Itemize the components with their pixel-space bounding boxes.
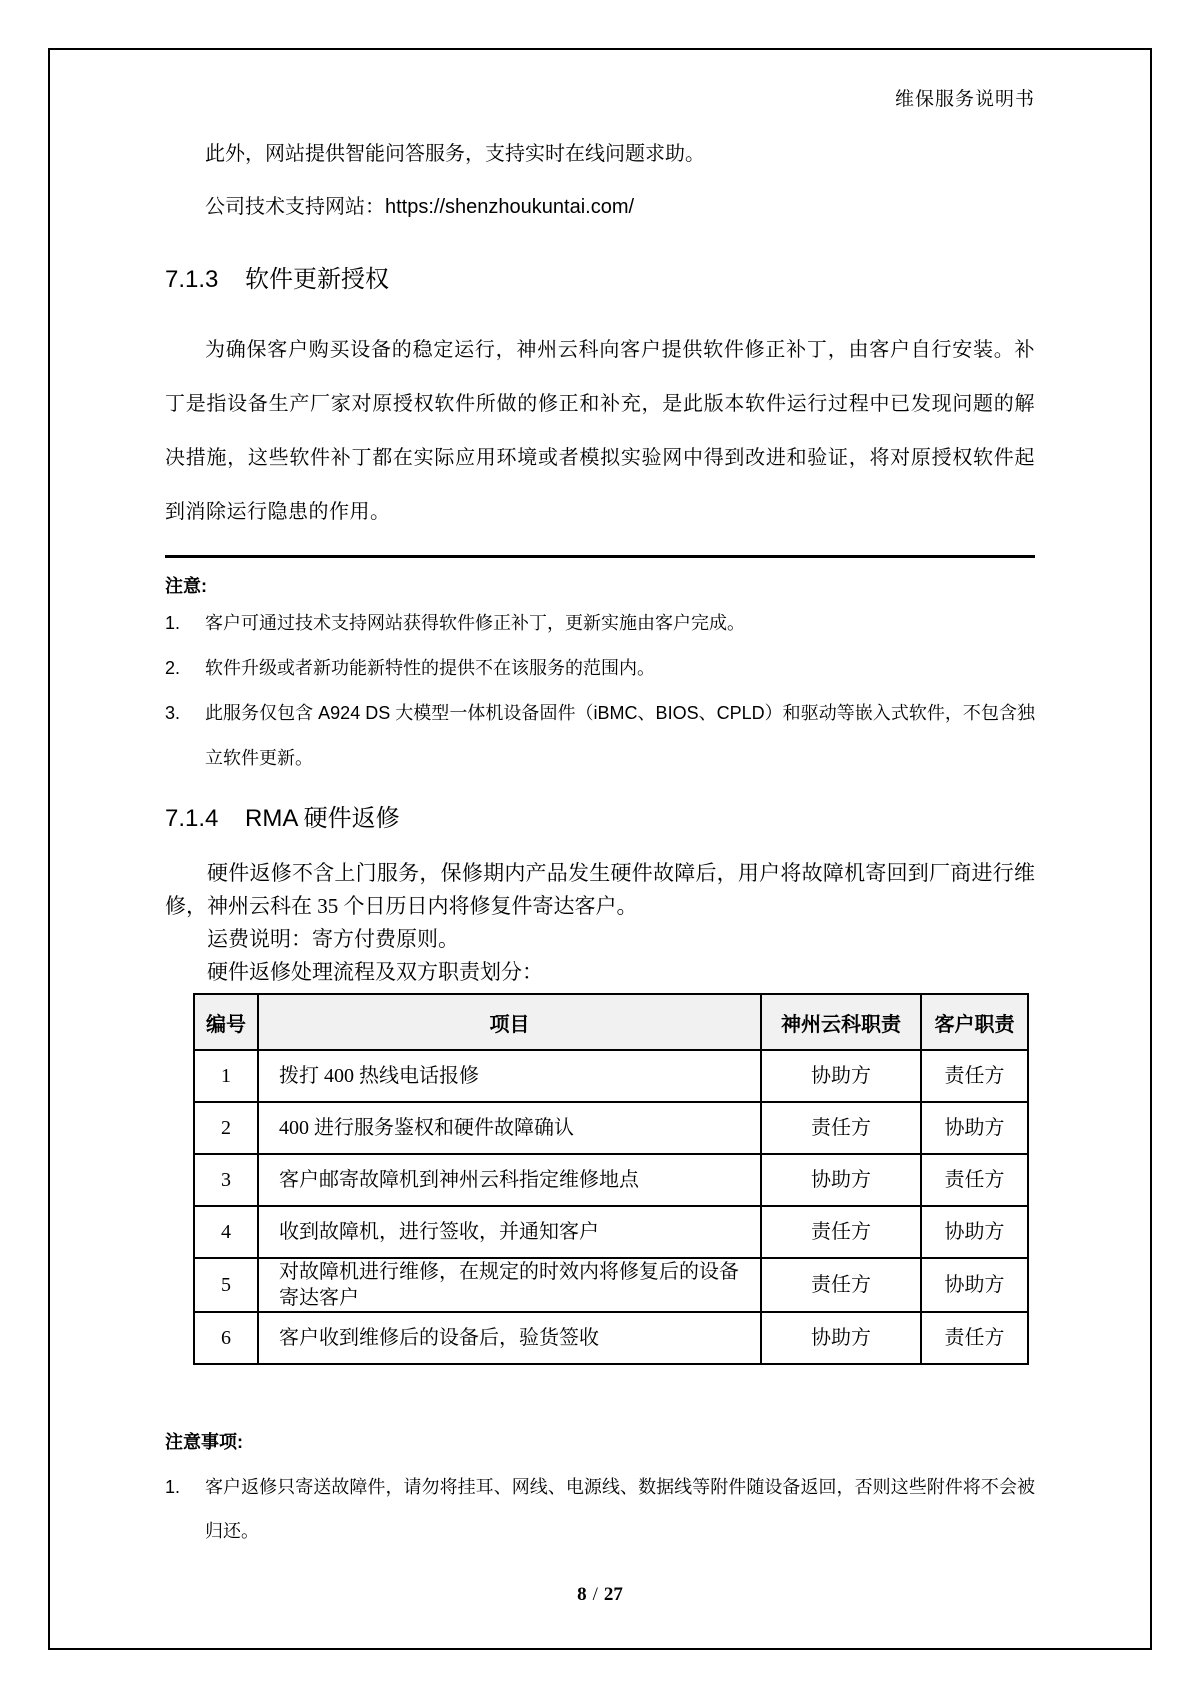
cell-vendor-role: 责任方	[761, 1206, 921, 1258]
cell-customer-role: 责任方	[921, 1154, 1028, 1206]
doc-title: 维保服务说明书	[894, 89, 1035, 110]
list-item	[165, 691, 1035, 781]
column-header: 客户职责	[921, 994, 1028, 1050]
rma-paragraph-3: 硬件返修处理流程及双方职责划分：	[207, 960, 543, 984]
section-heading-714	[165, 803, 1035, 835]
table-row	[194, 1050, 1028, 1102]
notice-list	[165, 1465, 1035, 1553]
cell-item: 客户邮寄故障机到神州云科指定维修地点	[258, 1154, 761, 1206]
list-item-number: 2.	[165, 658, 181, 678]
note-list	[165, 601, 1035, 781]
cell-index: 1	[194, 1050, 258, 1102]
section-heading-713	[165, 264, 1035, 296]
list-item-number: 1.	[165, 613, 181, 633]
section-713-body: 为确保客户购买设备的稳定运行，神州云科向客户提供软件修正补丁，由客户自行安装。补丁是指设备生产厂家对原授权软件所做的修正和补充，是此版本软件运行过程中已发现问题的解决措施，这些软件补丁都在实际应用环境或者模拟实验网中得到改进和验证，将对原授权软件起到消除运行隐患的作用。	[165, 339, 1035, 523]
rma-paragraph-2: 运费说明：寄方付费原则。	[207, 927, 459, 951]
page-footer	[0, 1584, 1200, 1606]
note-divider	[165, 555, 1035, 558]
cell-vendor-role: 协助方	[761, 1154, 921, 1206]
cell-vendor-role: 协助方	[761, 1050, 921, 1102]
table-row	[194, 1258, 1028, 1312]
rma-paragraph-1: 硬件返修不含上门服务，保修期内产品发生硬件故障后，用户将故障机寄回到厂商进行维修，神州云科在 35 个日历日内将修复件寄达客户。	[165, 861, 1035, 918]
cell-vendor-role: 责任方	[761, 1102, 921, 1154]
cell-customer-role: 协助方	[921, 1206, 1028, 1258]
cell-index: 6	[194, 1312, 258, 1364]
section-number: 7.1.3	[165, 266, 219, 293]
support-site-line: 公司技术支持网站：https://shenzhoukuntai.com/	[205, 196, 635, 218]
list-item-text: 客户可通过技术支持网站获得软件修正补丁，更新实施由客户完成。	[205, 613, 745, 633]
list-item-text: 此服务仅包含 A924 DS 大模型一体机设备固件（iBMC、BIOS、CPLD）和驱动等嵌入式软件，不包含独立软件更新。	[205, 703, 1035, 768]
list-item-number: 3.	[165, 703, 181, 723]
rma-process-table	[193, 993, 1029, 1365]
table-header-row	[194, 994, 1028, 1050]
cell-customer-role: 协助方	[921, 1258, 1028, 1312]
table-row	[194, 1312, 1028, 1364]
cell-item: 拨打 400 热线电话报修	[258, 1050, 761, 1102]
list-item	[165, 601, 1035, 646]
cell-customer-role: 责任方	[921, 1050, 1028, 1102]
cell-index: 2	[194, 1102, 258, 1154]
cell-item: 客户收到维修后的设备后，验货签收	[258, 1312, 761, 1364]
cell-item: 对故障机进行维修，在规定的时效内将修复后的设备寄达客户	[258, 1258, 761, 1312]
cell-customer-role: 责任方	[921, 1312, 1028, 1364]
section-number: 7.1.4	[165, 805, 219, 832]
page-content	[165, 108, 1035, 1553]
cell-vendor-role: 责任方	[761, 1258, 921, 1312]
column-header: 编号	[194, 994, 258, 1050]
cell-customer-role: 协助方	[921, 1102, 1028, 1154]
cell-item: 收到故障机，进行签收，并通知客户	[258, 1206, 761, 1258]
document-header	[165, 84, 1035, 111]
total-page-number: 27	[603, 1584, 623, 1605]
cell-item: 400 进行服务鉴权和硬件故障确认	[258, 1102, 761, 1154]
table-row	[194, 1154, 1028, 1206]
list-item-text: 客户返修只寄送故障件，请勿将挂耳、网线、电源线、数据线等附件随设备返回，否则这些附件将不会被归还。	[205, 1477, 1035, 1541]
section-title: RMA 硬件返修	[245, 805, 400, 832]
intro-paragraph: 此外，网站提供智能问答服务，支持实时在线问题求助。	[205, 143, 705, 165]
cell-index: 3	[194, 1154, 258, 1206]
column-header: 项目	[258, 994, 761, 1050]
cell-vendor-role: 协助方	[761, 1312, 921, 1364]
table-row	[194, 1206, 1028, 1258]
cell-index: 5	[194, 1258, 258, 1312]
note-label: 注意:	[165, 576, 207, 596]
table-row	[194, 1102, 1028, 1154]
list-item	[165, 1465, 1035, 1553]
section-title: 软件更新授权	[245, 266, 389, 293]
page-separator: /	[592, 1584, 598, 1605]
column-header: 神州云科职责	[761, 994, 921, 1050]
list-item	[165, 646, 1035, 691]
list-item-number: 1.	[165, 1477, 181, 1497]
current-page-number: 8	[577, 1584, 587, 1605]
cell-index: 4	[194, 1206, 258, 1258]
notice-label: 注意事项:	[165, 1432, 243, 1452]
list-item-text: 软件升级或者新功能新特性的提供不在该服务的范围内。	[205, 658, 655, 678]
